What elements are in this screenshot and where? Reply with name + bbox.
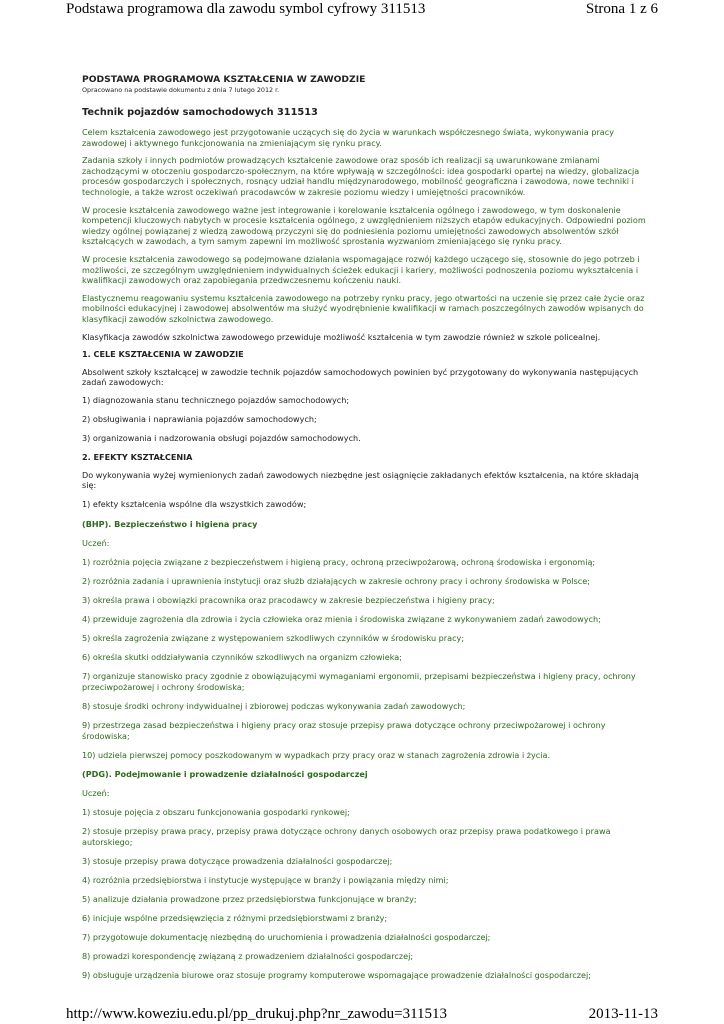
list-item: 2) obsługiwania i naprawiania pojazdów samochodowych; [82,413,317,424]
page-number: Strona 1 z 6 [585,1,658,17]
intro-paragraph: Klasyfikacja zawodów szkolnictwa zawodowego przewiduje możliwość kształcenia w tym zawodzie również w szkole policealnej. [82,331,601,342]
footer-date: 2013-11-13 [588,1006,658,1022]
list-item: 1) rozróżnia pojęcia związane z bezpieczeństwem i higieną pracy, ochroną przeciwpożarową, ochroną środowiska i ergonomią; [82,556,596,567]
footer-url[interactable]: http://www.koweziu.edu.pl/pp_drukuj.php?nr_zawodu=311513 [66,1006,448,1022]
page-header [66,0,658,20]
document-title: PODSTAWA PROGRAMOWA KSZTAŁCENIA W ZAWODZIE [82,74,366,85]
list-item: 7) organizuje stanowisko pracy zgodnie z obowiązującymi wymaganiami ergonomii, przepisami bezpieczeństwa i higieny pracy, ochrony przeciwpożarowej i ochrony środowiska; [82,671,636,692]
list-item: 9) obsługuje urządzenia biurowe oraz stosuje programy komputerowe wspomagające prowadzenie działalności gospodarczej; [82,970,591,981]
list-item: 4) przewiduje zagrożenia dla zdrowia i życia człowieka oraz mienia i środowiska związane z wykonywaniem zadań zawodowych; [82,614,601,624]
list-item: 9) przestrzega zasad bezpieczeństwa i higieny pracy oraz stosuje przepisy prawa dotyczące ochrony przeciwpożarowej i ochrony środowiska; [82,720,606,741]
list-item: 3) stosuje przepisy prawa dotyczące prowadzenia działalności gospodarczej; [82,855,393,866]
bhp-heading: (BHP). Bezpieczeństwo i higiena pracy [82,518,258,529]
list-item: 4) rozróżnia przedsiębiorstwa i instytucje występujące w branży i powiązania między nimi; [82,874,449,885]
intro-paragraph: Celem kształcenia zawodowego jest przygotowanie uczących się do życia w warunkach współczesnego świata, wykonywania pracy zawodowej i aktywnego funkcjonowania na zmieniającym się rynku pracy. [82,127,614,148]
list-item: 3) określa prawa i obowiązki pracownika oraz pracodawcy w zakresie bezpieczeństwa i higieny pracy; [82,594,495,605]
student-label: Uczeń: [82,787,110,798]
list-item: 7) przygotowuje dokumentację niezbędną do uruchomienia i prowadzenia działalności gospodarczej; [82,932,491,943]
list-item: 1) diagnozowania stanu technicznego pojazdów samochodowych; [82,394,350,405]
student-label: Uczeń: [82,537,110,548]
section-heading: 2. EFEKTY KSZTAŁCENIA [82,452,193,463]
list-item: 3) organizowania i nadzorowania obsługi pojazdów samochodowych. [82,433,361,444]
list-item: 5) analizuje działania prowadzone przez przedsiębiorstwa funkcjonujące w branży; [82,894,417,904]
list-item: 8) stosuje środki ochrony indywidualnej i zbiorowej podczas wykonywania zadań zawodowych; [82,700,466,711]
intro-paragraph: W procesie kształcenia zawodowego ważne jest integrowanie i korelowanie kształcenia ogólnego i zawodowego, w tym doskonalenie kompetencji kluczowych nabytych w procesie kształcenia ogólnego, z uwzględnieniem niższych etapów edukacyjnych. Odpowiedni poziom wiedzy ogólnej powiązanej z wiedzą zawodową przyczyni się do podniesienia poziomu umiejętności zawodowych absolwentów szkół kształcących w zawodach, a tym samym zapewni im możliwość sprostania wyzwaniom zmieniającego się rynku pracy. [82,204,646,247]
header-title: Podstawa programowa dla zawodu symbol cyfrowy 311513 [66,1,426,17]
list-item: 1) efekty kształcenia wspólne dla wszystkich zawodów; [82,499,307,510]
document-subtitle: Opracowano na podstawie dokumentu z dnia 7 lutego 2012 r. [82,86,280,94]
profession-title: Technik pojazdów samochodowych 311513 [82,107,318,118]
page-footer [66,1005,658,1023]
list-item: 2) stosuje przepisy prawa pracy, przepisy prawa dotyczące ochrony danych osobowych oraz przepisy prawa podatkowego i prawa autorskiego; [82,826,611,847]
document-body [82,74,648,989]
section-heading: 1. CELE KSZTAŁCENIA W ZAWODZIE [82,349,244,360]
list-item: 6) określa skutki oddziaływania czynników szkodliwych na organizm człowieka; [82,652,402,663]
list-item: 5) określa zagrożenia związane z występowaniem szkodliwych czynników w środowisku pracy; [82,633,465,644]
section-lead: Absolwent szkoły kształcącej w zawodzie technik pojazdów samochodowych powinien być przygotowany do wykonywania następujących zadań zawodowych: [82,366,639,388]
list-item: 10) udziela pierwszej pomocy poszkodowanym w wypadkach przy pracy oraz w stanach zagrożenia zdrowia i życia. [82,749,551,760]
list-item: 6) inicjuje wspólne przedsięwzięcia z różnymi przedsiębiorstwami z branży; [82,913,388,924]
section-lead: Do wykonywania wyżej wymienionych zadań zawodowych niezbędne jest osiągnięcie zakładanych efektów kształcenia, na które składają się: [82,469,639,491]
list-item: 8) prowadzi korespondencję związaną z prowadzeniem działalności gospodarczej; [82,951,414,962]
intro-paragraph: Elastycznemu reagowaniu systemu kształcenia zawodowego na potrzeby rynku pracy, jego otwartości na uczenie się przez całe życie oraz mobilności edukacyjnej i zawodowej absolwentów ma służyć wyodrębnienie kwalifikacji w ramach poszczególnych zawodów wpisanych do klasyfikacji zawodów szkolnictwa zawodowego. [82,292,645,324]
list-item: 1) stosuje pojęcia z obszaru funkcjonowania gospodarki rynkowej; [82,807,350,818]
pdg-heading: (PDG). Podejmowanie i prowadzenie działalności gospodarczej [82,768,368,779]
list-item: 2) rozróżnia zadania i uprawnienia instytucji oraz służb działających w zakresie ochrony pracy i ochrony środowiska w Polsce; [82,575,590,586]
intro-paragraph: Zadania szkoły i innych podmiotów prowadzących kształcenie zawodowe oraz sposób ich realizacji są uwarunkowane zmianami zachodzącymi w otoczeniu gospodarczo-społecznym, na które wpływają w szczególności: idea gospodarki opartej na wiedzy, globalizacja procesów gospodarczych i społecznych, rosnący udział handlu międzynarodowego, mobilność geograficzna i zawodowa, nowe techniki i technologie, a także wzrost oczekiwań pracodawców w zakresie poziomu wiedzy i umiejętności pracowników. [82,155,640,197]
intro-paragraph: W procesie kształcenia zawodowego są podejmowane działania wspomagające rozwój każdego uczącego się, stosownie do jego potrzeb i możliwości, ze szczególnym uwzględnieniem indywidualnych ścieżek edukacji i kariery, możliwości podnoszenia poziomu wykształcenia i kwalifikacji zawodowych oraz zapobiegania przedwczesnemu kończeniu nauki. [82,253,640,286]
